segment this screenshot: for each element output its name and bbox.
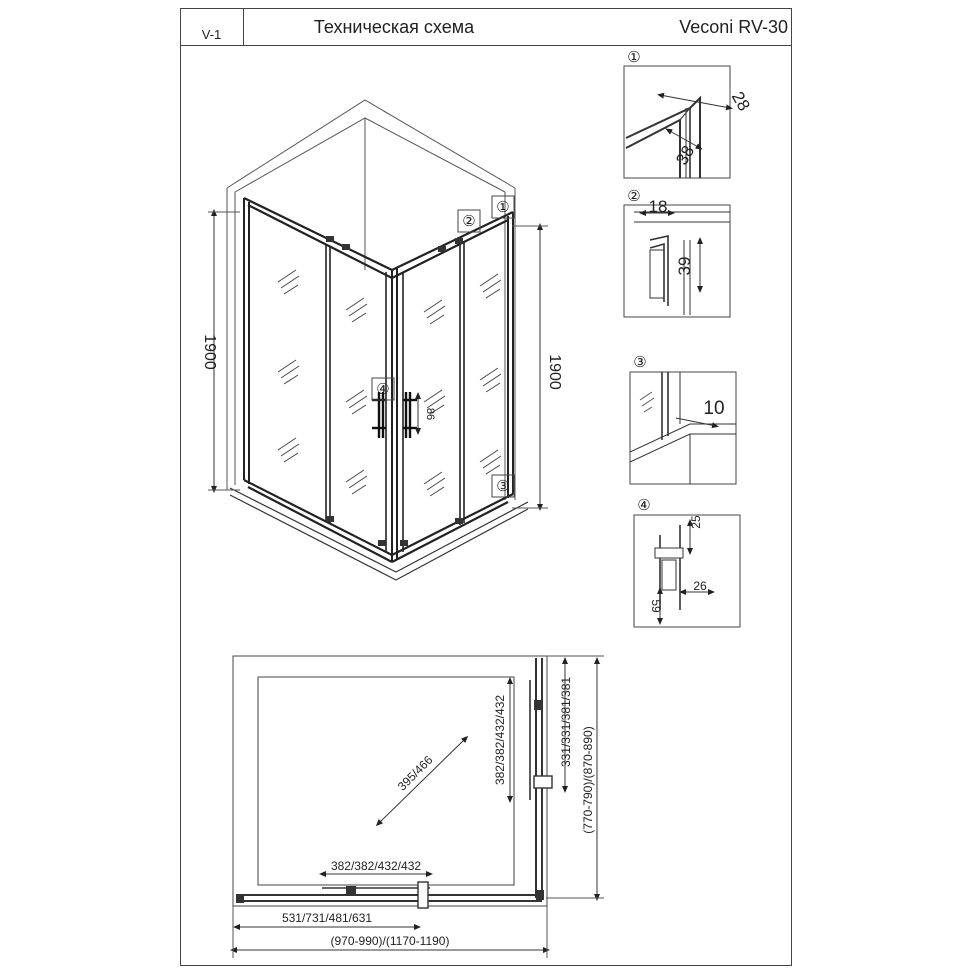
plan-diagonal-label: 395/466: [394, 752, 436, 794]
detail-4-dim-c: 59: [649, 599, 663, 613]
callout-4: ④: [376, 381, 390, 398]
height-label-left: 1900: [201, 334, 218, 370]
callout-2: ②: [462, 213, 476, 230]
height-label-right: 1900: [546, 354, 563, 390]
plan-bottom-fixed-label: 531/731/481/631: [281, 911, 373, 925]
room-walls: [227, 100, 515, 500]
plan-bottom-door-label: 382/382/432/432: [330, 859, 422, 873]
detail-4-dim-a: 25: [689, 515, 703, 529]
detail-2-id: ②: [627, 188, 641, 205]
drawing-title: Техническая схема: [313, 16, 475, 37]
version-label: V-1: [180, 8, 244, 46]
callout-1: ①: [496, 199, 510, 216]
plan-right-door-label: 382/382/432/432: [493, 694, 507, 786]
bottom-rails: [244, 480, 513, 562]
detail-3: [630, 372, 736, 484]
plan-bottom-overall-label: (970-990)/(1170-1190): [330, 934, 450, 948]
model-name: Veconi RV-30: [679, 16, 788, 37]
callout-3: ③: [496, 478, 510, 495]
detail-1-id: ①: [627, 49, 641, 66]
detail-2-dim-a: 18: [648, 197, 668, 216]
handle-dimension-label: 86: [424, 407, 436, 421]
detail-1-dim-a: 28: [727, 88, 754, 115]
detail-1-dim-b: 38: [672, 142, 699, 169]
isometric-view: [208, 100, 548, 580]
detail-4-dim-b: 26: [693, 579, 707, 593]
detail-3-dim-a: 10: [703, 398, 725, 419]
plan-right-fixed-label: 331/331/381/381: [559, 676, 573, 768]
vertical-profiles: [244, 198, 513, 562]
detail-4-id: ④: [637, 497, 651, 514]
plan-right-overall-label: (770-790)/(870-890): [581, 726, 595, 834]
detail-2-dim-b: 39: [675, 256, 694, 276]
detail-3-id: ③: [633, 354, 647, 371]
